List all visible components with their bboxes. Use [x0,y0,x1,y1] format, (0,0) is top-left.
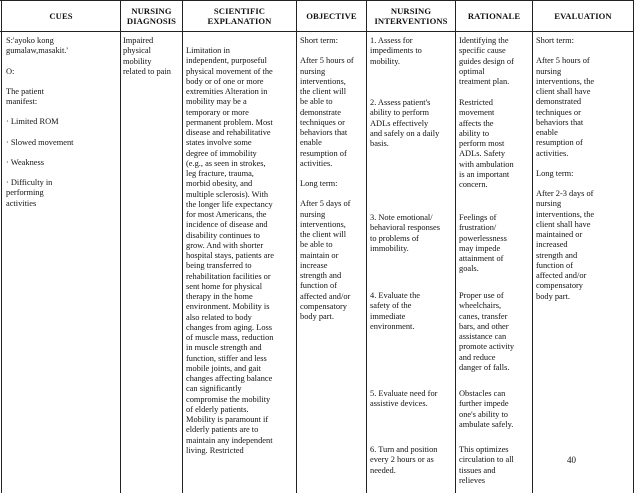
rationale-text: Feelings of frustration/ powerlessness may impede attainment of goals. [459,213,507,274]
rationale-2 [459,98,533,190]
rationale-5 [459,389,533,430]
explanation-cell [186,46,296,456]
intervention-4 [370,291,456,332]
header-rationale: RATIONALE [467,11,521,21]
short-term-label: Short term: [536,36,574,45]
patient-manifest-label: The patient manifest: [6,86,44,106]
header-nursing-diagnosis: NURSING DIAGNOSIS [126,6,177,26]
long-term-label: Long term: [536,168,574,178]
cue-item: · Limited ROM [6,117,59,127]
intervention-5 [370,389,456,410]
intervention-6 [370,445,456,476]
long-term-objective: After 5 days of nursing interventions, the client will be able to maintain or increase strength and function of affected and/or compensatory body part. [300,199,351,321]
intervention-3 [370,213,456,254]
long-term-label: Long term: [300,179,338,188]
cues-cell [6,36,118,209]
column-divider [120,0,121,493]
intervention-text: 6. Turn and position every 2 hours or as needed. [370,445,438,475]
cue-item: · Weakness [6,157,45,167]
header-objective: OBJECTIVE [306,11,357,21]
rationale-text: Restricted movement affects the ability to perform most ADLs. Safety with ambulation is an important concern. [459,98,514,189]
subjective-cue: S:'ayoko kong gumalaw,masakit.' [6,36,68,56]
rationale-4 [459,291,533,373]
table-border-right [633,0,634,493]
evaluation-cell [536,36,633,302]
short-term-evaluation: After 5 hours of nursing interventions, the client shall have demonstrated techniques or behaviors that enable resumption of activities. [536,56,595,158]
short-term-label: Short term: [300,36,338,45]
intervention-text: 1. Assess for impediments to mobility. [370,36,422,66]
intervention-text: 2. Assess patient's ability to perform ADLs effectively and safely on a daily basis. [370,98,440,148]
cue-item: · Slowed movement [6,137,74,147]
column-divider [296,0,297,493]
intervention-text: 4. Evaluate the safety of the immediate environment. [370,291,420,331]
header-evaluation: EVALUATION [554,11,612,21]
long-term-evaluation: After 2-3 days of nursing interventions, the client shall have maintained or increased strength and function of affected and/or compensatory body part. [536,189,595,301]
intervention-text: 3. Note emotional/ behavioral responses to problems of immobility. [370,213,441,253]
diagnosis-cell [123,36,183,77]
header-scientific-explanation: SCIENTIFIC EXPLANATION [207,6,272,26]
short-term-objective: After 5 hours of nursing interventions, the client will be able to demonstrate techniques or behaviors that enable resumption of activities. [300,56,354,168]
cue-item: · Difficulty in performing activities [6,178,53,208]
header-nursing-interventions: NURSING INTERVENTIONS [374,6,448,26]
header-divider [0,31,634,32]
objective-cell [300,36,366,322]
rationale-text: This optimizes circulation to all tissues and relieves [459,445,514,485]
intervention-text: 5. Evaluate need for assistive devices. [370,389,438,409]
rationale-6 [459,445,533,486]
intervention-2 [370,98,456,149]
column-divider [366,0,367,493]
rationale-text: Identifying the specific cause guides design of optimal treatment plan. [459,36,514,86]
objective-cue-label: O: [6,66,15,76]
table-border-left [1,0,2,493]
rationale-3 [459,213,533,275]
rationale-text: Proper use of wheelchairs, canes, transfer bars, and other assistance can promote activity and reduce danger of falls. [459,291,515,372]
scientific-explanation-text: Limitation in independent, purposeful physical movement of the body or of one or more extremities Alteration in mobility may be a temporary or more permanent problem. Most disease and rehabilitative states involve some degree of immobility (e.g., as seen in strokes, leg fracture, trauma, morbid obesity, and multiple sclerosis). With the longer life expectancy for most Americans, the incidence of disease and disability continues to grow. And with shorter hospital stays, patients are being transferred to rehabilitation facilities or sent home for physical therapy in the home environment. Mobility is also related to body changes from aging. Loss of muscle mass, reduction in muscle strength and function, stiffer and less mobile joints, and gait changes affecting balance can significantly compromise the mobility of elderly patients. Mobility is paramount if elderly patients are to maintain any independent living. Restricted [186,46,274,455]
nursing-diagnosis-text: Impaired physical mobility related to pain [123,36,171,76]
rationale-text: Obstacles can further impede one's ability to ambulate safely. [459,389,514,429]
rationale-1 [459,36,533,87]
page-number: 40 [567,455,576,465]
header-cues: CUES [49,11,73,21]
